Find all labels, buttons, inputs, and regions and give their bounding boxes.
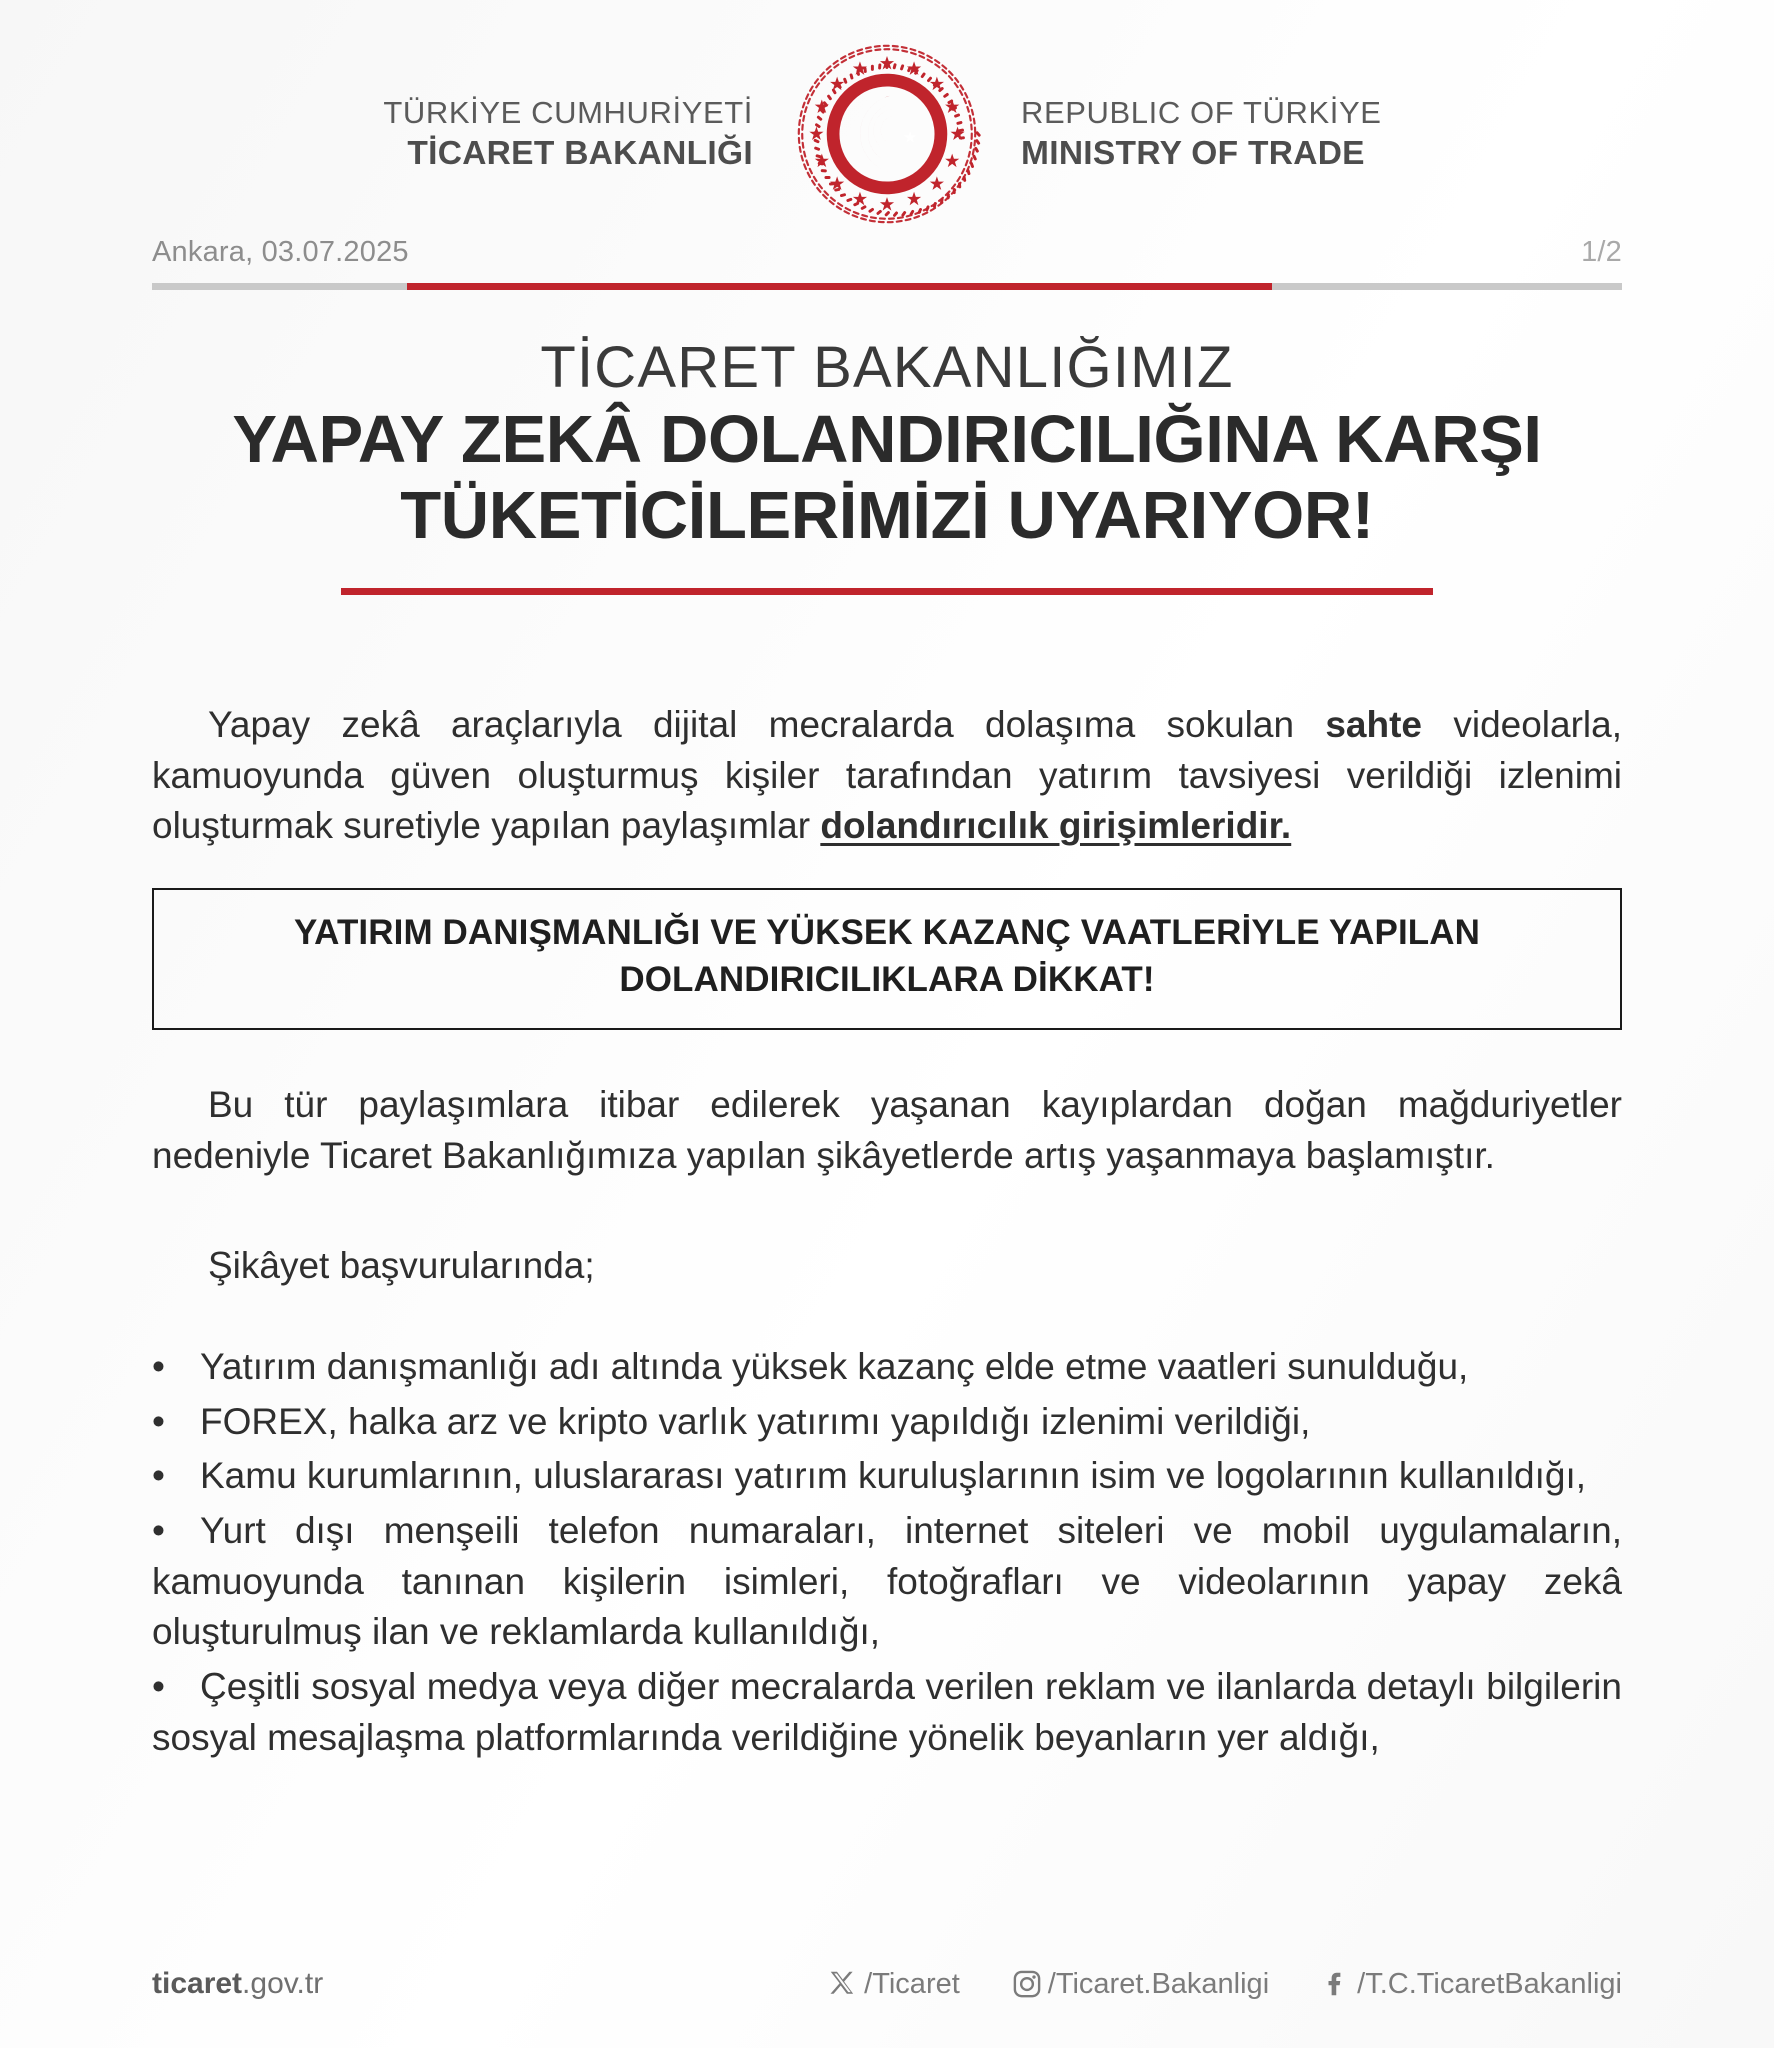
social-link-facebook[interactable] [1321, 1968, 1622, 2001]
header-english-line2: MINISTRY OF TRADE [1021, 134, 1365, 172]
intro-part-2: videolarla, kamuoyunda güven oluşturmuş kişiler tarafından yatırım tavsiyesi verildiği izlenimi oluşturmak suretiyle yapılan paylaşımlar [152, 704, 1622, 847]
list-item [152, 1506, 1622, 1658]
instagram-icon [1012, 1969, 1042, 1999]
title-line-2: YAPAY ZEKÂ DOLANDIRICILIĞINA KARŞI [232, 402, 1542, 478]
list-item-text: Çeşitli sosyal medya veya diğer mecralarda verilen reklam ve ilanlarda detaylı bilgilerin sosyal mesajlaşma platformlarında verildiğine yönelik beyanların yer aldığı, [152, 1666, 1622, 1758]
bullet-icon: • [152, 1455, 165, 1497]
spacer [152, 1181, 1622, 1241]
document-body [152, 700, 1622, 1767]
header-english-titles [987, 93, 1621, 175]
website-link[interactable] [152, 1967, 323, 2001]
header-divider [152, 283, 1622, 290]
intro-bold-underline: dolandırıcılık girişimleridir. [820, 805, 1292, 847]
social-link-instagram[interactable] [1012, 1968, 1269, 2001]
list-item-text: Kamu kurumlarının, uluslararası yatırım kuruluşlarının isim ve logolarının kullanıldığı, [200, 1455, 1587, 1497]
social-handle-facebook: /T.C.TicaretBakanligi [1357, 1967, 1622, 2000]
intro-bold-sahte: sahte [1325, 704, 1423, 745]
bullet-icon: • [152, 1666, 165, 1708]
document-date: Ankara, 03.07.2025 [152, 236, 409, 268]
title-line-3: TÜKETİCİLERİMİZİ UYARIYOR! [400, 478, 1374, 554]
complaints-lead-in: Şikâyet başvurularında; [208, 1245, 595, 1287]
social-links [828, 1968, 1622, 2001]
social-link-x[interactable] [828, 1968, 960, 2001]
ministry-emblem-icon [787, 34, 987, 234]
facebook-icon [1321, 1969, 1351, 1999]
warning-line-2: DOLANDIRICILIKLARA DİKKAT! [619, 959, 1155, 999]
list-item-text: Yatırım danışmanlığı adı altında yüksek kazanç elde etme vaatleri sunulduğu, [200, 1345, 1469, 1387]
complaints-paragraph: Bu tür paylaşımlara itibar edilerek yaşanan kayıplardan doğan mağduriyetler nedeniyle Ticaret Bakanlığımıza yapılan şikâyetlerde artış yaşanmaya başlamıştır. [152, 1083, 1622, 1176]
document-header [0, 34, 1774, 234]
page-number: 1/2 [1581, 236, 1622, 268]
header-english-line1: REPUBLIC OF TÜRKİYE [1021, 95, 1382, 131]
website-tld: .gov.tr [242, 1967, 324, 2000]
list-item [152, 1342, 1622, 1393]
meta-row [152, 236, 1622, 290]
title-line-1: TİCARET BAKANLIĞIMIZ [540, 335, 1234, 400]
header-turkish-line1: TÜRKİYE CUMHURİYETİ [383, 95, 753, 131]
intro-paragraph [152, 700, 1622, 852]
bullet-icon: • [152, 1400, 165, 1442]
bullet-icon: • [152, 1345, 165, 1387]
warning-line-1: YATIRIM DANIŞMANLIĞI VE YÜKSEK KAZANÇ VAATLERİYLE YAPILAN [293, 913, 1481, 953]
social-handle-instagram: /Ticaret.Bakanligi [1047, 1967, 1270, 2000]
list-item [152, 1451, 1622, 1502]
document-footer [152, 1954, 1622, 2014]
list-item-text: Yurt dışı menşeili telefon numaraları, internet siteleri ve mobil uygulamaların, kamuoyunda tanınan kişilerin isimleri, fotoğrafları ve videolarının yapay zekâ oluşturulmuş ilan ve reklamlarda kullanıldığı, [152, 1509, 1622, 1653]
warning-callout-box [152, 888, 1622, 1030]
bullet-icon: • [152, 1509, 165, 1551]
list-item [152, 1662, 1622, 1763]
list-item-text: FOREX, halka arz ve kripto varlık yatırımı yapıldığı izlenimi verildiği, [200, 1400, 1311, 1442]
header-turkish-line2: TİCARET BAKANLIĞI [407, 134, 753, 172]
website-name: ticaret [152, 1967, 243, 2000]
complaint-findings-list [152, 1342, 1622, 1764]
title-divider [341, 588, 1433, 595]
intro-part-1: Yapay zekâ araçlarıyla dijital mecralarda dolaşıma sokulan [208, 704, 1326, 745]
spacer [152, 1292, 1622, 1342]
social-handle-x: /Ticaret [864, 1967, 960, 2000]
page-title [110, 335, 1664, 595]
header-turkish-titles [153, 93, 787, 175]
spacer [152, 1030, 1622, 1080]
x-twitter-icon [828, 1969, 858, 1999]
list-item [152, 1397, 1622, 1448]
